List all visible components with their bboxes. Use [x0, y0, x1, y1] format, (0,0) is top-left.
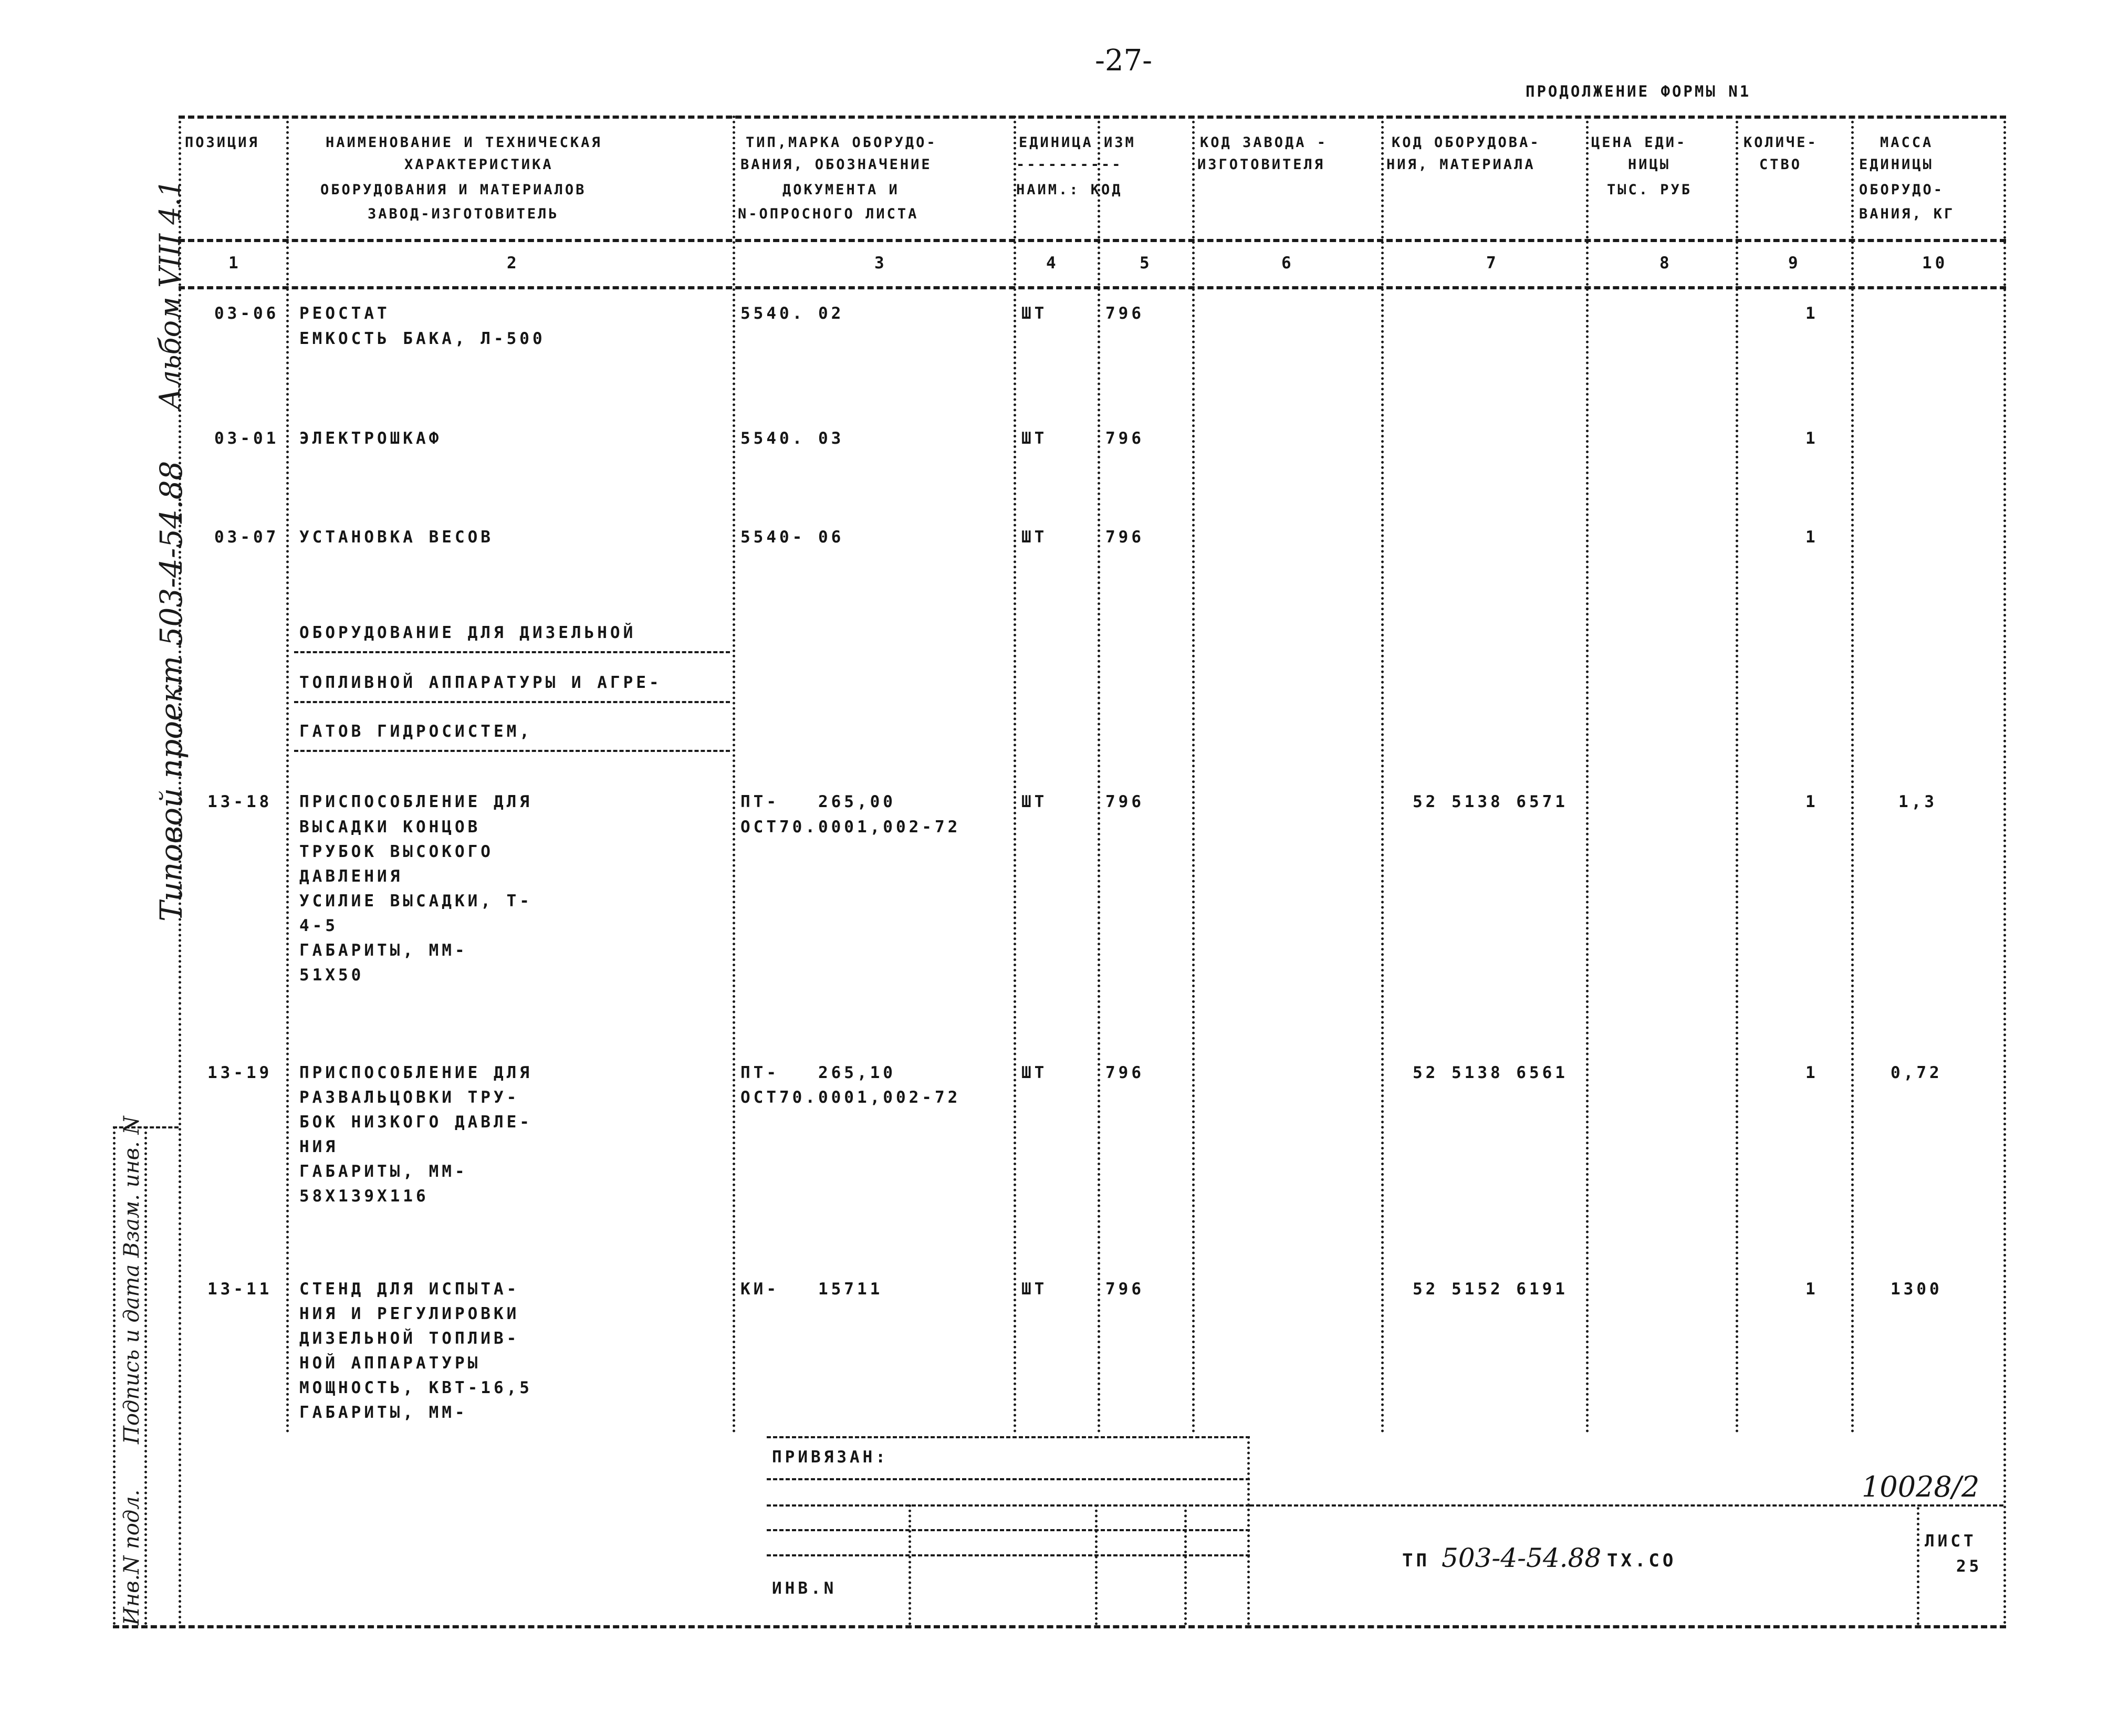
section-heading-line1: ОБОРУДОВАНИЕ ДЛЯ ДИЗЕЛЬНОЙ: [299, 623, 636, 642]
row5-quantity: 1: [1805, 1063, 1819, 1082]
row1-unit: ШТ: [1021, 304, 1048, 323]
header-equipment-code-line1: КОД ОБОРУДОВА-: [1392, 134, 1541, 151]
header-quantity-line1: КОЛИЧЕ-: [1743, 134, 1818, 151]
header-price-line1: ЦЕНА ЕДИ-: [1591, 134, 1687, 151]
stamp-signature-date: Подпись и дата: [120, 1264, 144, 1444]
col-sep-7: [1586, 116, 1589, 1434]
row4-name-line2: ВЫСАДКИ КОНЦОВ: [299, 818, 481, 836]
col-sep-3: [1014, 116, 1016, 1434]
row3-type: 5540- 06: [740, 528, 844, 547]
col-sep-left: [179, 116, 181, 1625]
header-unit-line3: НАИМ.: КОД: [1016, 182, 1123, 198]
row4-type-line2: ОСТ70.0001,002-72: [740, 818, 961, 836]
row4-name-line8: 51X50: [299, 966, 364, 985]
row2-position: 03-01: [214, 429, 279, 448]
row6-name-line4: НОЙ АППАРАТУРЫ: [299, 1354, 481, 1373]
row2-quantity: 1: [1805, 429, 1819, 448]
row5-name-line6: 58X139X116: [299, 1187, 429, 1206]
header-mass-line2: ЕДИНИЦЫ: [1859, 156, 1934, 173]
row4-name-line3: ТРУБОК ВЫСОКОГО: [299, 842, 494, 861]
row4-quantity: 1: [1805, 792, 1819, 811]
row5-unit-code: 796: [1105, 1063, 1144, 1082]
stamp-rule-2: [767, 1478, 1250, 1480]
header-mass-line4: ВАНИЯ, КГ: [1859, 206, 1955, 222]
stamp-col-3: [1184, 1504, 1187, 1625]
column-number-2: 2: [507, 254, 520, 273]
sheet-number: 25: [1956, 1557, 1982, 1576]
project-label: Типовой проект 503-4-54.88: [153, 461, 189, 922]
header-type-line4: N-ОПРОСНОГО ЛИСТА: [738, 206, 919, 222]
header-factory-line1: КОД ЗАВОДА -: [1200, 134, 1328, 151]
col-sep-6: [1381, 116, 1384, 1434]
section-heading-rule3: [294, 750, 730, 752]
col-sep-9: [1851, 116, 1854, 1434]
row1-quantity: 1: [1805, 304, 1819, 323]
header-name-line1: НАИМЕНОВАНИЕ И ТЕХНИЧЕСКАЯ: [326, 134, 602, 151]
row3-unit: ШТ: [1021, 528, 1048, 547]
section-heading-rule1: [294, 651, 730, 653]
col-sep-8: [1736, 116, 1738, 1434]
column-number-5: 5: [1140, 254, 1153, 273]
column-number-3: 3: [874, 254, 888, 273]
inventory-label: ИНВ.N: [772, 1579, 837, 1598]
row1-unit-code: 796: [1105, 304, 1144, 323]
column-number-9: 9: [1788, 254, 1801, 273]
sheet-label: ЛИСТ: [1925, 1532, 1977, 1551]
stamp-col-2: [1095, 1504, 1098, 1625]
header-unit-line1: ЕДИНИЦА ИЗМ: [1019, 134, 1136, 151]
header-name-line3: ОБОРУДОВАНИЯ И МАТЕРИАЛОВ: [320, 182, 587, 198]
stamp-rule-3: [767, 1504, 1250, 1507]
header-quantity-line2: СТВО: [1759, 156, 1802, 173]
stamp-rule-top: [767, 1436, 1250, 1438]
column-number-1: 1: [228, 254, 242, 273]
row6-name-line1: СТЕНД ДЛЯ ИСПЫТА-: [299, 1280, 520, 1299]
header-mass-line3: ОБОРУДО-: [1859, 182, 1945, 198]
header-name-line4: ЗАВОД-ИЗГОТОВИТЕЛЬ: [368, 206, 559, 222]
header-price-line2: НИЦЫ: [1628, 156, 1671, 173]
row1-name-line2: ЕМКОСТЬ БАКА, Л-500: [299, 329, 546, 348]
row5-mass: 0,72: [1891, 1063, 1943, 1082]
row4-unit: ШТ: [1021, 792, 1048, 811]
stamp-replaced-inv: Взам. инв. N: [120, 1116, 144, 1258]
header-factory-line2: ИЗГОТОВИТЕЛЯ: [1197, 156, 1325, 173]
row2-type: 5540. 03: [740, 429, 844, 448]
header-position: ПОЗИЦИЯ: [185, 134, 259, 151]
linked-label: ПРИВЯЗАН:: [772, 1448, 889, 1467]
col-sep-right: [2003, 116, 2006, 1625]
column-number-10: 10: [1922, 254, 1948, 273]
row5-position: 13-19: [207, 1063, 273, 1082]
row4-name-line5: УСИЛИЕ ВЫСАДКИ, Т-: [299, 892, 533, 911]
header-unit-line2: ----------: [1016, 156, 1123, 173]
row1-type: 5540. 02: [740, 304, 844, 323]
row4-unit-code: 796: [1105, 792, 1144, 811]
row6-position: 13-11: [207, 1280, 273, 1299]
row6-name-line5: МОЩНОСТЬ, КВТ-16,5: [299, 1378, 533, 1397]
row6-quantity: 1: [1805, 1280, 1819, 1299]
album-label: Альбом VIII 4.1: [153, 179, 186, 410]
column-number-8: 8: [1659, 254, 1673, 273]
stamp-rule-4: [767, 1529, 1250, 1531]
row5-type-line2: ОСТ70.0001,002-72: [740, 1088, 961, 1107]
stamp-rule-5: [767, 1554, 1250, 1556]
stamp-border-mid: [144, 1126, 147, 1625]
row2-unit-code: 796: [1105, 429, 1144, 448]
row4-name-line6: 4-5: [299, 916, 338, 935]
col-sep-5: [1192, 116, 1195, 1434]
row5-equipment-code: 52 5138 6561: [1413, 1063, 1568, 1082]
row1-name-line1: РЕОСТАТ: [299, 304, 390, 323]
row3-unit-code: 796: [1105, 528, 1144, 547]
title-block-main-rule: [1250, 1504, 2003, 1507]
header-type-line2: ВАНИЯ, ОБОЗНАЧЕНИЕ: [740, 156, 932, 173]
row4-position: 13-18: [207, 792, 273, 811]
section-heading-line2: ТОПЛИВНОЙ АППАРАТУРЫ И АГРЕ-: [299, 673, 662, 692]
row3-name-line1: УСТАНОВКА ВЕСОВ: [299, 528, 494, 547]
row5-name-line2: РАЗВАЛЬЦОВКИ ТРУ-: [299, 1088, 520, 1107]
table-top-rule: [179, 116, 2006, 119]
header-price-line3: ТЫС. РУБ: [1607, 182, 1693, 198]
row4-type-line1: ПТ- 265,00: [740, 792, 896, 811]
row3-quantity: 1: [1805, 528, 1819, 547]
doc-number: 503-4-54.88: [1442, 1543, 1602, 1573]
column-number-4: 4: [1046, 254, 1059, 273]
header-bottom-rule: [179, 239, 2006, 242]
row5-type-line1: ПТ- 265,10: [740, 1063, 896, 1082]
row6-unit: ШТ: [1021, 1280, 1048, 1299]
stamp-col-1: [909, 1504, 911, 1625]
section-heading-line3: ГАТОВ ГИДРОСИСТЕМ,: [299, 722, 533, 741]
row4-mass: 1,3: [1898, 792, 1937, 811]
column-number-6: 6: [1281, 254, 1294, 273]
section-heading-rule2: [294, 701, 730, 703]
table-bottom-rule: [113, 1625, 2006, 1628]
row6-unit-code: 796: [1105, 1280, 1144, 1299]
column-number-7: 7: [1486, 254, 1499, 273]
row2-unit: ШТ: [1021, 429, 1048, 448]
row4-name-line4: ДАВЛЕНИЯ: [299, 867, 403, 886]
handwritten-number: 10028/2: [1862, 1470, 1980, 1503]
header-name-line2: ХАРАКТЕРИСТИКА: [404, 156, 554, 173]
row4-name-line1: ПРИСПОСОБЛЕНИЕ ДЛЯ: [299, 792, 533, 811]
stamp-border-left: [113, 1126, 116, 1625]
row6-name-line6: ГАБАРИТЫ, ММ-: [299, 1403, 468, 1422]
doc-suffix: ТХ.СО: [1607, 1550, 1677, 1571]
stamp-inv-number: Инв.N подл.: [120, 1489, 144, 1625]
row6-equipment-code: 52 5152 6191: [1413, 1280, 1568, 1299]
col-sep-4: [1098, 116, 1100, 1434]
row6-name-line3: ДИЗЕЛЬНОЙ ТОПЛИВ-: [299, 1329, 520, 1348]
continuation-label: ПРОДОЛЖЕНИЕ ФОРМЫ N1: [1526, 82, 1751, 100]
header-equipment-code-line2: НИЯ, МАТЕРИАЛА: [1386, 156, 1536, 173]
stamp-top-border: [113, 1126, 179, 1128]
header-type-line3: ДОКУМЕНТА И: [782, 182, 900, 198]
page-number: -27-: [1095, 44, 1153, 78]
column-number-rule: [179, 286, 2006, 289]
row6-type: КИ- 15711: [740, 1280, 883, 1299]
sheet-cell-border: [1917, 1507, 1919, 1625]
row5-name-line1: ПРИСПОСОБЛЕНИЕ ДЛЯ: [299, 1063, 533, 1082]
row1-position: 03-06: [214, 304, 279, 323]
row5-unit: ШТ: [1021, 1063, 1048, 1082]
row6-name-line2: НИЯ И РЕГУЛИРОВКИ: [299, 1304, 520, 1323]
col-sep-2: [733, 116, 735, 1434]
row2-name-line1: ЭЛЕКТРОШКАФ: [299, 429, 442, 448]
header-type-line1: ТИП,МАРКА ОБОРУДО-: [746, 134, 937, 151]
row5-name-line3: БОК НИЗКОГО ДАВЛЕ-: [299, 1113, 533, 1132]
row4-name-line7: ГАБАРИТЫ, ММ-: [299, 941, 468, 960]
row3-position: 03-07: [214, 528, 279, 547]
col-sep-1: [286, 116, 289, 1434]
doc-prefix: ТП: [1402, 1550, 1430, 1571]
row4-equipment-code: 52 5138 6571: [1413, 792, 1568, 811]
row5-name-line5: ГАБАРИТЫ, ММ-: [299, 1162, 468, 1181]
header-mass-line1: МАССА: [1880, 134, 1934, 151]
row5-name-line4: НИЯ: [299, 1137, 338, 1156]
row6-mass: 1300: [1891, 1280, 1943, 1299]
